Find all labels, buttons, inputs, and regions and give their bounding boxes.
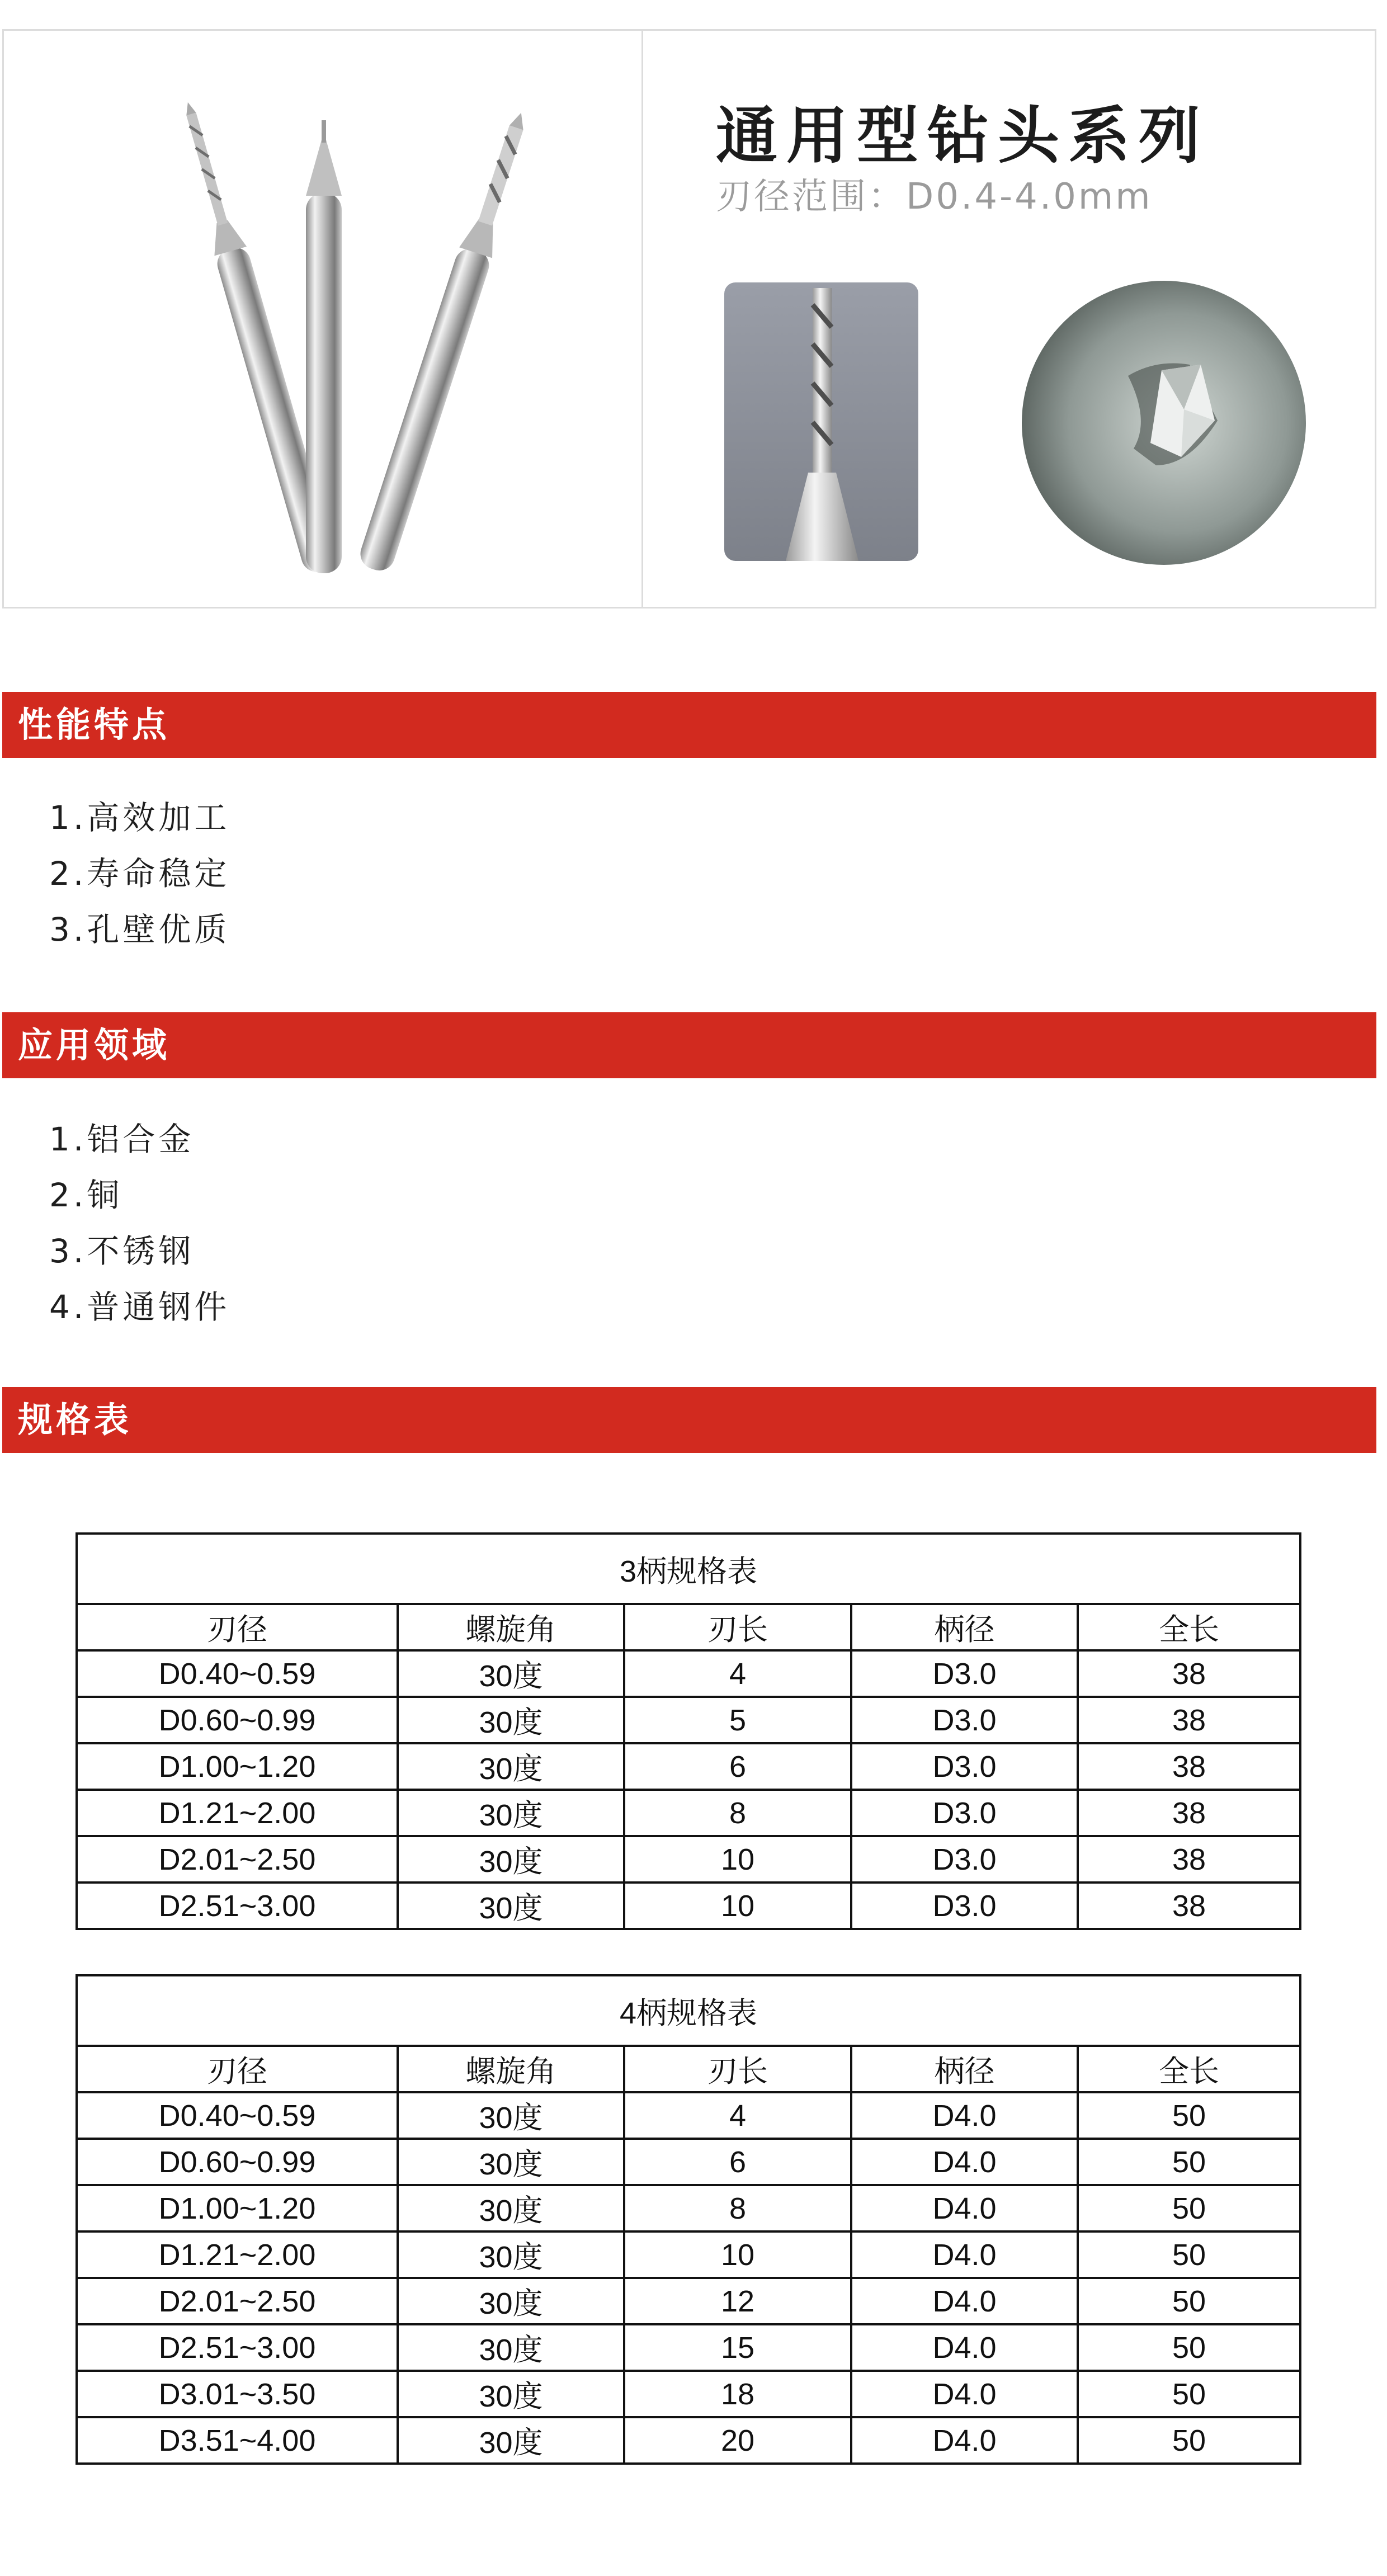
- cell-helix-angle: 30度: [398, 1883, 624, 1929]
- cell-helix-angle: 30度: [398, 1790, 624, 1836]
- application-item: 2.铜: [49, 1176, 123, 1214]
- cell-diameter: D0.60~0.99: [77, 1697, 398, 1743]
- table-row: [77, 1883, 1300, 1929]
- cell-diameter: D2.01~2.50: [77, 2278, 398, 2324]
- cell-flute-length: 4: [624, 1650, 851, 1697]
- cell-helix-angle: 30度: [398, 1836, 624, 1883]
- column-header-overall-length: 全长: [1078, 2046, 1300, 2092]
- table-row: [77, 2185, 1300, 2231]
- cell-diameter: D3.51~4.00: [77, 2417, 398, 2464]
- cell-helix-angle: 30度: [398, 2324, 624, 2371]
- application-item: 3.不锈钢: [49, 1232, 195, 1270]
- table-row: [77, 2092, 1300, 2139]
- cell-flute-length: 4: [624, 2092, 851, 2139]
- cell-shank-diameter: D3.0: [851, 1883, 1078, 1929]
- cell-diameter: D1.21~2.00: [77, 1790, 398, 1836]
- feature-item: 1.高效加工: [49, 799, 230, 837]
- cell-diameter: D1.00~1.20: [77, 2185, 398, 2231]
- drill-bit-right: [356, 107, 537, 574]
- cell-overall-length: 50: [1078, 2278, 1300, 2324]
- table-row: [77, 2278, 1300, 2324]
- cell-flute-length: 8: [624, 2185, 851, 2231]
- feature-item: 3.孔壁优质: [49, 910, 230, 949]
- cell-shank-diameter: D4.0: [851, 2092, 1078, 2139]
- column-header-flute-length: 刃长: [624, 1604, 851, 1650]
- table-header-row: [77, 1604, 1300, 1650]
- flute-detail-image: [724, 282, 918, 561]
- cell-diameter: D3.01~3.50: [77, 2371, 398, 2417]
- cell-diameter: D1.21~2.00: [77, 2231, 398, 2278]
- cell-shank-diameter: D4.0: [851, 2371, 1078, 2417]
- cell-shank-diameter: D3.0: [851, 1790, 1078, 1836]
- product-info-panel: [643, 31, 1375, 607]
- column-header-diameter: 刃径: [77, 2046, 398, 2092]
- cell-overall-length: 38: [1078, 1743, 1300, 1790]
- cell-flute-length: 18: [624, 2371, 851, 2417]
- cell-overall-length: 50: [1078, 2371, 1300, 2417]
- product-hero: [2, 29, 1376, 608]
- drill-bit-middle: [306, 120, 342, 573]
- cell-flute-length: 6: [624, 1743, 851, 1790]
- cell-flute-length: 10: [624, 1883, 851, 1929]
- cell-shank-diameter: D4.0: [851, 2324, 1078, 2371]
- table-caption: 4柄规格表: [77, 1975, 1300, 2046]
- table-row: [77, 2417, 1300, 2464]
- three-drill-bits-image: [4, 31, 641, 607]
- cell-helix-angle: 30度: [398, 1743, 624, 1790]
- column-header-overall-length: 全长: [1078, 1604, 1300, 1650]
- column-header-helix-angle: 螺旋角: [398, 2046, 624, 2092]
- table-row: [77, 1836, 1300, 1883]
- cell-diameter: D1.00~1.20: [77, 1743, 398, 1790]
- cell-flute-length: 10: [624, 2231, 851, 2278]
- table-row: [77, 2139, 1300, 2185]
- cell-diameter: D0.60~0.99: [77, 2139, 398, 2185]
- cell-flute-length: 6: [624, 2139, 851, 2185]
- table-row: [77, 2371, 1300, 2417]
- cell-helix-angle: 30度: [398, 2278, 624, 2324]
- cell-diameter: D2.01~2.50: [77, 1836, 398, 1883]
- cell-overall-length: 50: [1078, 2324, 1300, 2371]
- column-header-shank-diameter: 柄径: [851, 1604, 1078, 1650]
- section-header-performance: 性能特点: [2, 692, 1376, 758]
- cell-shank-diameter: D4.0: [851, 2139, 1078, 2185]
- cell-helix-angle: 30度: [398, 2092, 624, 2139]
- diameter-range: 刃径范围：D0.4-4.0mm: [716, 176, 1153, 218]
- column-header-diameter: 刃径: [77, 1604, 398, 1650]
- cell-shank-diameter: D4.0: [851, 2231, 1078, 2278]
- cell-overall-length: 50: [1078, 2231, 1300, 2278]
- cell-diameter: D0.40~0.59: [77, 2092, 398, 2139]
- table-row: [77, 2324, 1300, 2371]
- cell-shank-diameter: D3.0: [851, 1743, 1078, 1790]
- table-caption: 3柄规格表: [77, 1534, 1300, 1604]
- cell-helix-angle: 30度: [398, 2417, 624, 2464]
- product-title: 通用型钻头系列: [716, 100, 1209, 172]
- table-row: [77, 1743, 1300, 1790]
- cell-helix-angle: 30度: [398, 1697, 624, 1743]
- application-item: 4.普通钢件: [49, 1288, 230, 1326]
- table-header-row: [77, 2046, 1300, 2092]
- cell-helix-angle: 30度: [398, 2185, 624, 2231]
- cell-flute-length: 15: [624, 2324, 851, 2371]
- tip-detail-image: [1022, 281, 1306, 565]
- cell-flute-length: 5: [624, 1697, 851, 1743]
- cell-shank-diameter: D4.0: [851, 2417, 1078, 2464]
- section-header-application: 应用领域: [2, 1012, 1376, 1078]
- cell-helix-angle: 30度: [398, 2371, 624, 2417]
- cell-helix-angle: 30度: [398, 2231, 624, 2278]
- cell-helix-angle: 30度: [398, 1650, 624, 1697]
- spec-table-3-shank: [76, 1532, 1301, 1930]
- cell-shank-diameter: D3.0: [851, 1836, 1078, 1883]
- cell-overall-length: 50: [1078, 2139, 1300, 2185]
- cell-shank-diameter: D3.0: [851, 1650, 1078, 1697]
- spec-table-4-shank: [76, 1974, 1301, 2465]
- column-header-flute-length: 刃长: [624, 2046, 851, 2092]
- feature-item: 2.寿命稳定: [49, 855, 230, 893]
- table-row: [77, 1697, 1300, 1743]
- cell-flute-length: 12: [624, 2278, 851, 2324]
- table-row: [77, 2231, 1300, 2278]
- application-item: 1.铝合金: [49, 1120, 195, 1158]
- cell-overall-length: 38: [1078, 1650, 1300, 1697]
- column-header-helix-angle: 螺旋角: [398, 1604, 624, 1650]
- section-header-spec: 规格表: [2, 1387, 1376, 1453]
- cell-flute-length: 20: [624, 2417, 851, 2464]
- table-row: [77, 1650, 1300, 1697]
- cell-diameter: D2.51~3.00: [77, 1883, 398, 1929]
- cell-overall-length: 50: [1078, 2092, 1300, 2139]
- cell-flute-length: 10: [624, 1836, 851, 1883]
- cell-overall-length: 50: [1078, 2185, 1300, 2231]
- cell-overall-length: 38: [1078, 1790, 1300, 1836]
- cell-overall-length: 38: [1078, 1697, 1300, 1743]
- cell-diameter: D0.40~0.59: [77, 1650, 398, 1697]
- table-row: [77, 1790, 1300, 1836]
- cell-shank-diameter: D3.0: [851, 1697, 1078, 1743]
- product-image-panel: [4, 31, 641, 607]
- cell-helix-angle: 30度: [398, 2139, 624, 2185]
- cell-overall-length: 38: [1078, 1836, 1300, 1883]
- cell-overall-length: 38: [1078, 1883, 1300, 1929]
- cell-diameter: D2.51~3.00: [77, 2324, 398, 2371]
- cell-shank-diameter: D4.0: [851, 2185, 1078, 2231]
- column-header-shank-diameter: 柄径: [851, 2046, 1078, 2092]
- cell-overall-length: 50: [1078, 2417, 1300, 2464]
- cell-shank-diameter: D4.0: [851, 2278, 1078, 2324]
- cell-flute-length: 8: [624, 1790, 851, 1836]
